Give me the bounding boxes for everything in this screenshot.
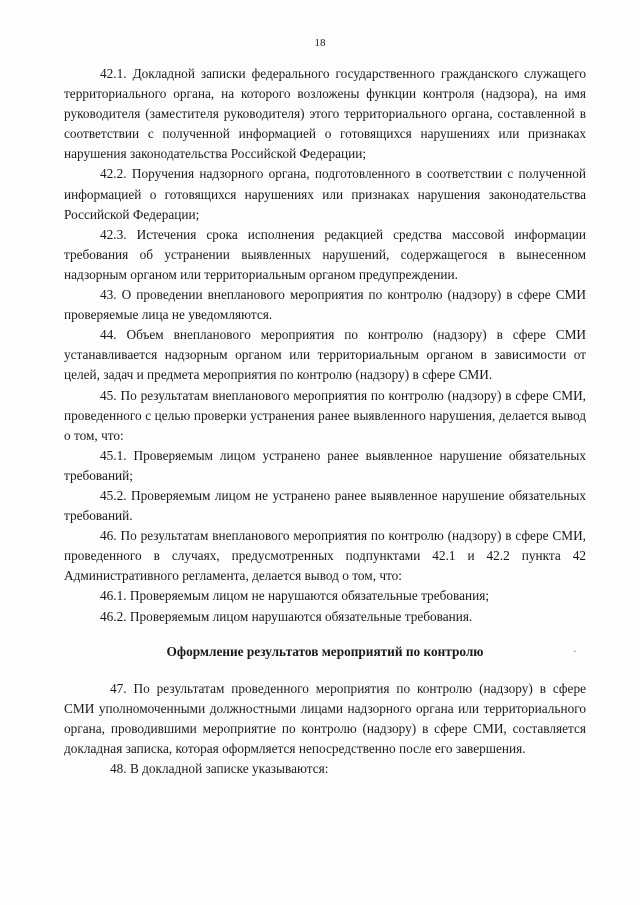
paragraph-47: 47. По результатам проведенного мероприятия по контролю (надзору) в сфере СМИ уполномоченными должностными лицами надзорного органа или территориального органа, проводившими мероприятие по контролю (надзору) в сфере СМИ, составляется докладная записка, которая оформляется непосредственно после его завершения. [64, 680, 586, 756]
paragraph-48: 48. В докладной записке указываются: [110, 761, 329, 776]
paragraph-46-2: 46.2. Проверяемым лицом нарушаются обязательные требования. [100, 608, 473, 624]
scan-mark: · [573, 646, 577, 658]
paragraph-42-3: 42.3. Истечения срока исполнения редакцией средства массовой информации требования об устранении выявленных нарушений, содержащегося в вынесенном надзорным органом или территориальным органом предупреждении. [64, 226, 586, 282]
paragraph-44: 44. Объем внепланового мероприятия по контролю (надзору) в сфере СМИ устанавливается надзорным органом или территориальным органом в зависимости от целей, задач и предмета мероприятия по контролю (надзору) в сфере СМИ. [64, 327, 586, 383]
document-body [64, 64, 586, 779]
paragraph-45: 45. По результатам внепланового мероприятия по контролю (надзору) в сфере СМИ, проведенного с целью проверки устранения ранее выявленного нарушения, делается вывод о том, что: [64, 387, 586, 443]
paragraph-43: 43. О проведении внепланового мероприятия по контролю (надзору) в сфере СМИ проверяемые лица не уведомляются. [64, 287, 586, 323]
page-number: 18 [314, 37, 326, 49]
paragraph-45-2: 45.2. Проверяемым лицом не устранено ранее выявленное нарушение обязательных требований. [64, 487, 586, 524]
paragraph-46-1: 46.1. Проверяемым лицом не нарушаются обязательные требования; [100, 588, 490, 604]
paragraph-45-1: 45.1. Проверяемым лицом устранено ранее выявленное нарушение обязательных требований; [64, 447, 586, 483]
paragraph-42-1: 42.1. Докладной записки федерального государственного гражданского служащего территориального органа, на которого возложены функции контроля (надзора), на имя руководителя (заместителя руководителя) этого территориального органа, составленной в соответствии с полученной информацией о готовящихся нарушениях или признаках нарушения законодательства Российской Федерации; [64, 66, 586, 162]
section-heading: Оформление результатов мероприятий по контролю [166, 643, 484, 659]
paragraph-42-2: 42.2. Поручения надзорного органа, подготовленного в соответствии с полученной информацией о готовящихся нарушениях или признаках нарушения законодательства Российской Федерации; [64, 166, 586, 222]
paragraph-46: 46. По результатам внепланового мероприятия по контролю (надзору) в сфере СМИ, проведенного в случаях, предусмотренных подпунктами 42.1 и 42.2 пункта 42 Административного регламента, делается вывод о том, что: [64, 528, 586, 584]
